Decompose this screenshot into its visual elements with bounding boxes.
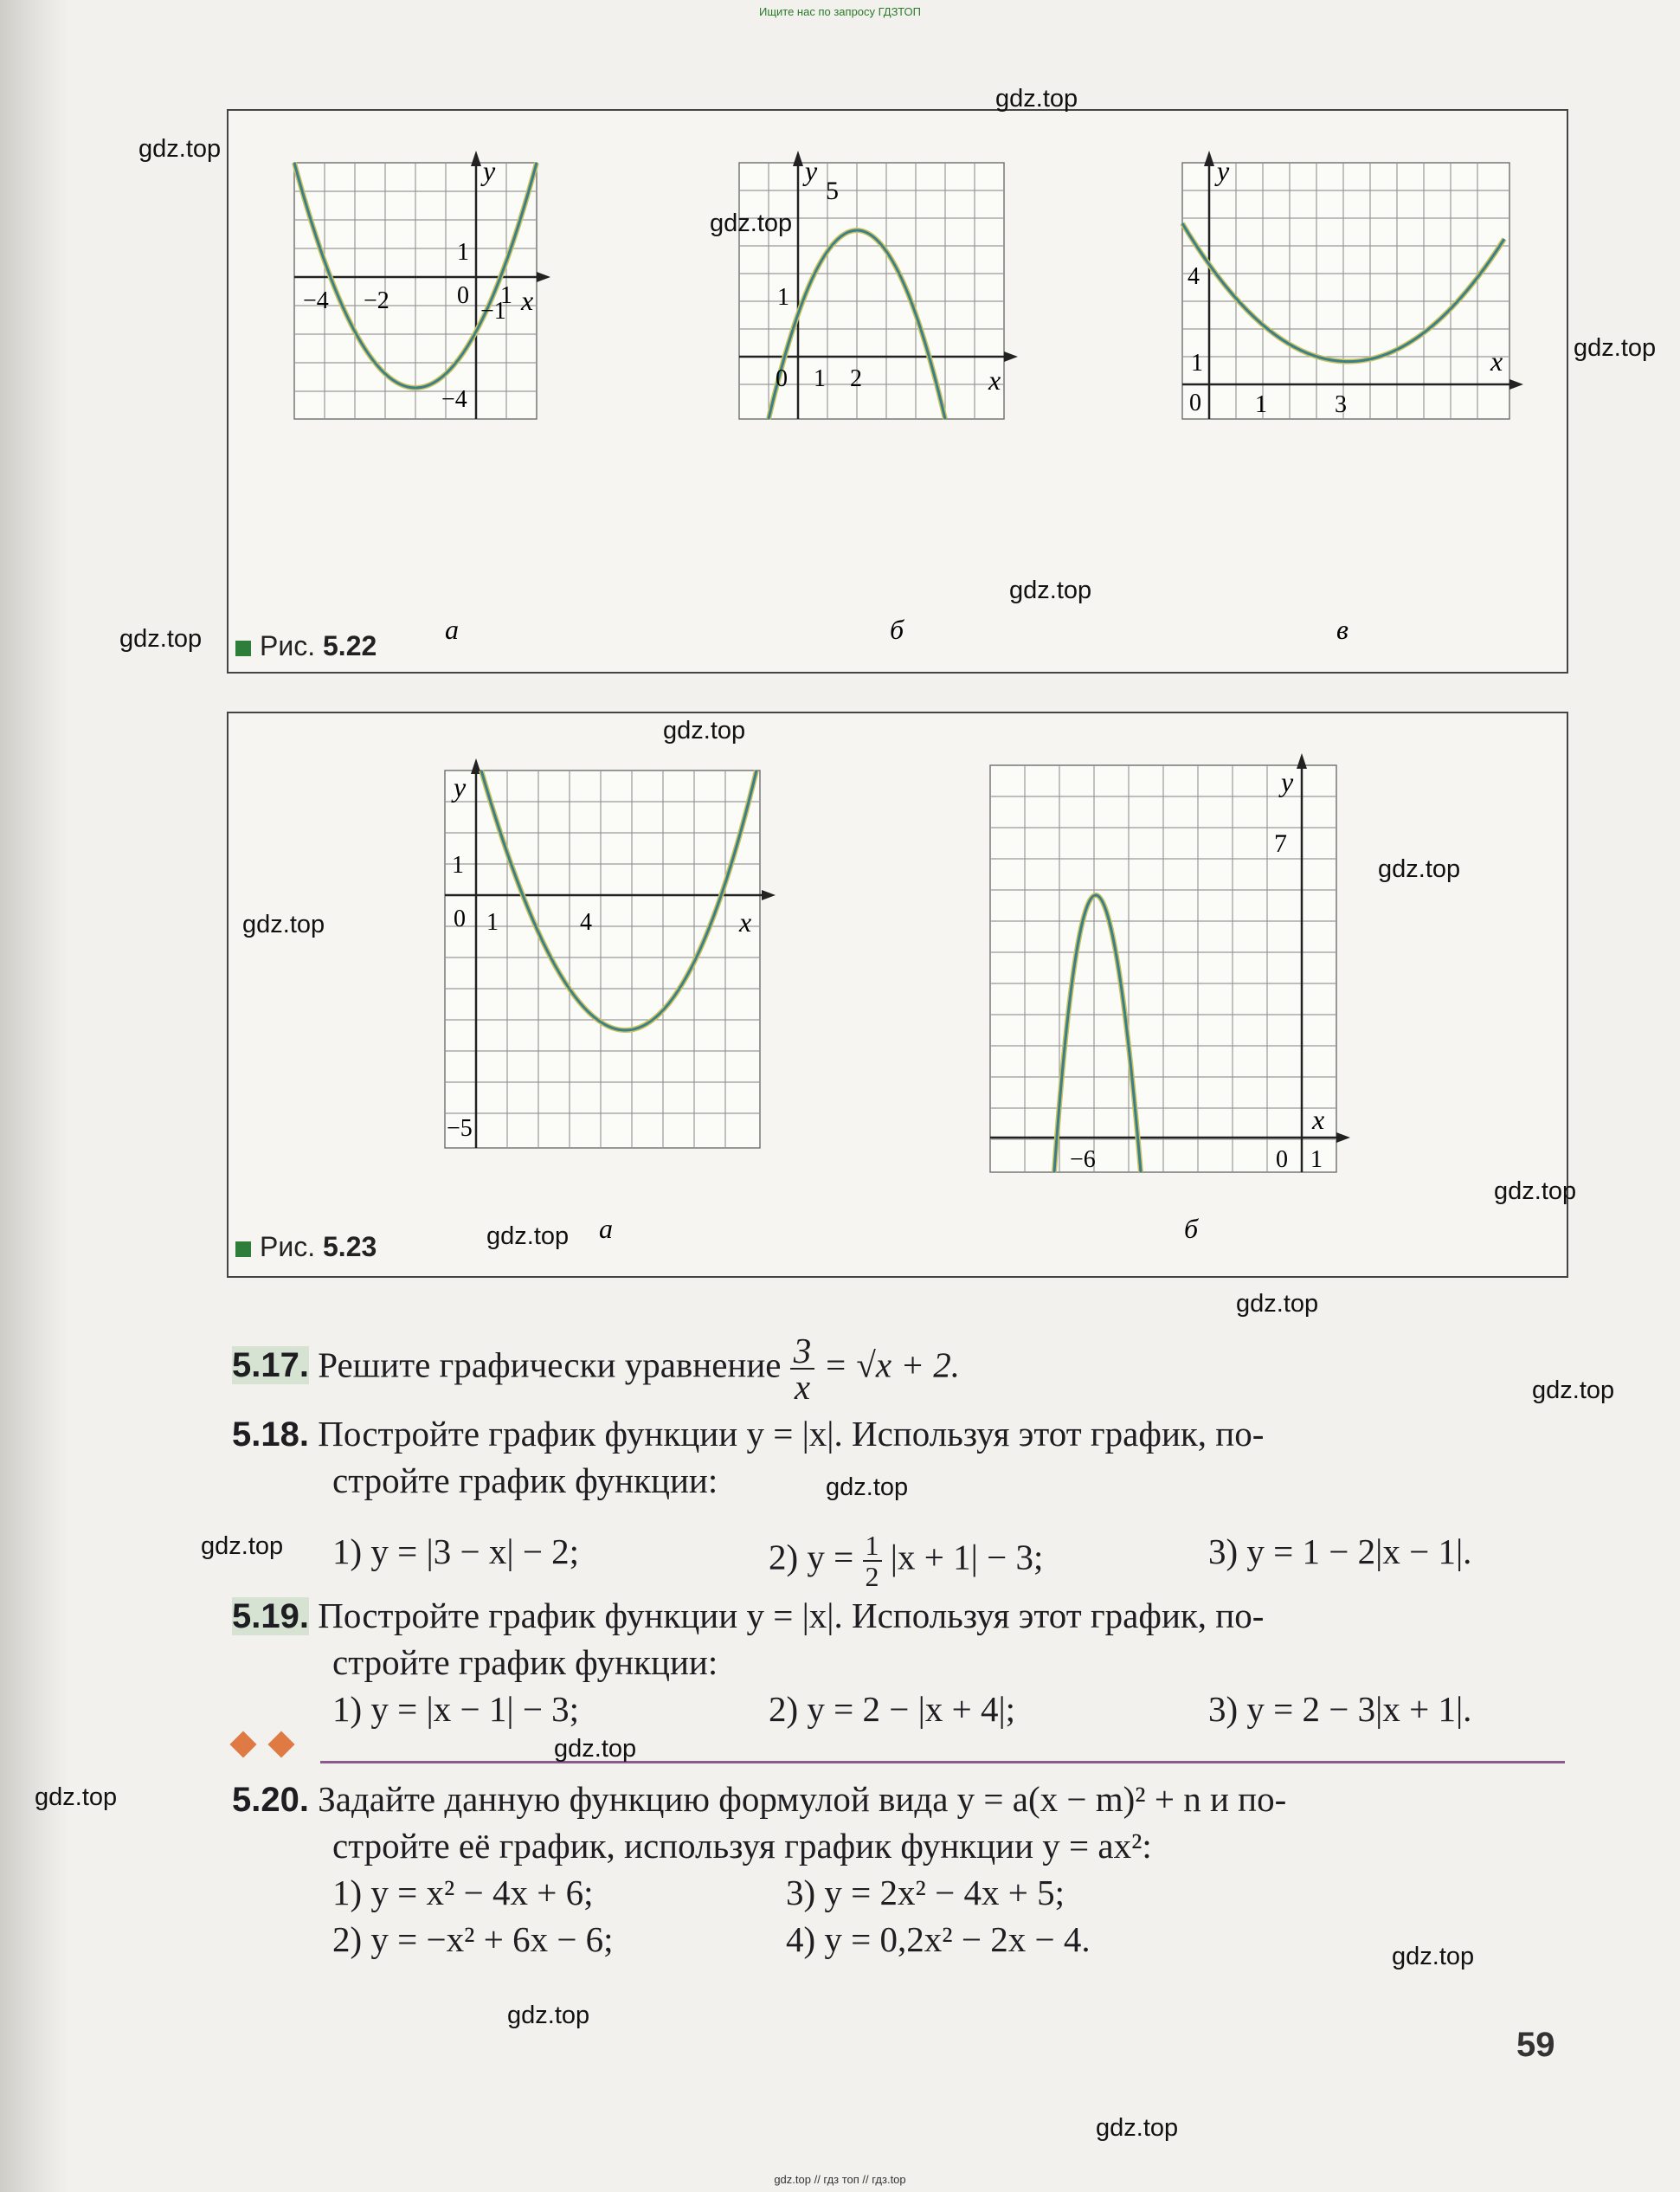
caption-marker bbox=[235, 1241, 251, 1257]
diamond-icon bbox=[229, 1731, 256, 1757]
watermark: gdz.top bbox=[138, 135, 222, 163]
svg-text:x: x bbox=[988, 364, 1001, 396]
watermark: gdz.top bbox=[242, 911, 325, 938]
problem-5-18-item2: 2) y = $\frac{1}{2}$ |x + 1| − 3; bbox=[769, 1530, 1044, 1592]
svg-text:а: а bbox=[445, 614, 459, 645]
svg-text:а: а bbox=[599, 1213, 613, 1244]
problem-5-20-item1: 1) y = x² − 4x + 6; bbox=[332, 1873, 594, 1912]
svg-text:y: y bbox=[1281, 766, 1294, 797]
problem-text: Постройте график функции y = |x|. Используя этот график, по- bbox=[318, 1414, 1265, 1454]
fraction: $\frac{3}{x}$ bbox=[790, 1333, 815, 1404]
svg-text:0: 0 bbox=[454, 906, 466, 932]
problem-5-19-line1 bbox=[232, 1595, 1264, 1636]
watermark: gdz.top bbox=[1494, 1177, 1577, 1205]
problem-number: 5.18. bbox=[232, 1415, 309, 1454]
problem-5-20-line1 bbox=[232, 1778, 1286, 1820]
svg-text:0: 0 bbox=[776, 365, 788, 392]
svg-text:−2: −2 bbox=[364, 287, 389, 314]
svg-text:1: 1 bbox=[777, 284, 789, 311]
watermark: gdz.top bbox=[710, 210, 793, 237]
svg-text:y: y bbox=[1217, 155, 1230, 186]
watermark: gdz.top bbox=[663, 717, 746, 745]
svg-text:0: 0 bbox=[457, 282, 469, 309]
watermark: gdz.top bbox=[1009, 577, 1092, 604]
footer-note: gdz.top // гдз топ // гдз.top bbox=[774, 2173, 906, 2186]
svg-text:−4: −4 bbox=[441, 386, 467, 413]
problem-5-19-item1: 1) y = |x − 1| − 3; bbox=[332, 1689, 580, 1729]
figure-5-23-graphs bbox=[229, 713, 1567, 1276]
diamond-icon bbox=[267, 1731, 294, 1757]
svg-text:б: б bbox=[890, 614, 904, 645]
problem-5-20-line2: стройте её график, используя график функции y = ax²: bbox=[332, 1826, 1152, 1866]
problem-5-17 bbox=[232, 1331, 961, 1407]
figure-5-22 bbox=[227, 109, 1568, 674]
svg-text:1: 1 bbox=[814, 365, 826, 392]
problem-5-18-item3: 3) y = 1 − 2|x − 1|. bbox=[1208, 1531, 1472, 1571]
watermark: gdz.top bbox=[35, 1783, 118, 1811]
watermark: gdz.top bbox=[1574, 334, 1657, 362]
problem-5-20-item4: 4) y = 0,2x² − 2x − 4. bbox=[786, 1919, 1091, 1959]
svg-text:1: 1 bbox=[500, 282, 512, 309]
problem-5-19-item3: 3) y = 2 − 3|x + 1|. bbox=[1208, 1689, 1472, 1729]
graph-a bbox=[294, 151, 550, 419]
watermark: gdz.top bbox=[119, 625, 203, 653]
svg-text:0: 0 bbox=[1276, 1146, 1288, 1173]
svg-text:1: 1 bbox=[452, 852, 464, 879]
problem-5-20-item2: 2) y = −x² + 6x − 6; bbox=[332, 1919, 614, 1959]
svg-text:4: 4 bbox=[580, 909, 592, 936]
caption-5-22: Рис. 5.22 bbox=[235, 630, 377, 662]
svg-text:x: x bbox=[521, 285, 534, 316]
watermark: gdz.top bbox=[1392, 1943, 1475, 1970]
problem-5-18-line2: стройте график функции: bbox=[332, 1460, 718, 1500]
book-spine-shadow bbox=[0, 0, 69, 2192]
watermark: gdz.top bbox=[826, 1473, 909, 1501]
problem-5-19-item2: 2) y = 2 − |x + 4|; bbox=[769, 1689, 1016, 1729]
svg-text:б: б bbox=[1184, 1213, 1199, 1244]
graph-b bbox=[990, 753, 1350, 1173]
svg-text:y: y bbox=[483, 155, 496, 186]
problem-text: Решите графически уравнение bbox=[318, 1344, 782, 1385]
problem-5-20-item3: 3) y = 2x² − 4x + 5; bbox=[786, 1873, 1065, 1912]
graph-b bbox=[739, 151, 1018, 419]
graph-c bbox=[1182, 151, 1523, 419]
svg-text:−5: −5 bbox=[447, 1115, 473, 1142]
problem-5-19-line2: стройте график функции: bbox=[332, 1642, 718, 1682]
svg-text:7: 7 bbox=[1274, 829, 1287, 858]
fraction: $\frac{1}{2}$ bbox=[863, 1531, 882, 1591]
graph-a bbox=[445, 758, 776, 1148]
svg-text:в: в bbox=[1336, 614, 1349, 645]
watermark: gdz.top bbox=[1378, 855, 1461, 883]
header-note: Ищите нас по запросу ГДЗТОП bbox=[758, 5, 921, 18]
problem-number: 5.20. bbox=[232, 1781, 309, 1819]
svg-text:2: 2 bbox=[850, 365, 862, 392]
problem-text: Задайте данную функцию формулой вида y = a(x − m)² + n и по- bbox=[318, 1779, 1287, 1819]
svg-text:−4: −4 bbox=[303, 287, 329, 314]
watermark: gdz.top bbox=[1236, 1290, 1319, 1318]
svg-text:y: y bbox=[454, 771, 467, 803]
section-divider bbox=[320, 1761, 1565, 1763]
watermark: gdz.top bbox=[1532, 1376, 1615, 1404]
svg-text:y: y bbox=[805, 155, 818, 186]
watermark: gdz.top bbox=[201, 1532, 284, 1560]
problem-number: 5.17. bbox=[232, 1346, 309, 1385]
problem-text: Постройте график функции y = |x|. Используя этот график, по- bbox=[318, 1596, 1265, 1635]
svg-text:x: x bbox=[1490, 345, 1503, 377]
caption-5-23: Рис. 5.23 bbox=[235, 1231, 377, 1263]
svg-text:1: 1 bbox=[1191, 350, 1203, 377]
problem-5-18-item1: 1) y = |3 − x| − 2; bbox=[332, 1531, 580, 1571]
watermark: gdz.top bbox=[554, 1735, 637, 1763]
figure-5-23 bbox=[227, 712, 1568, 1278]
watermark: gdz.top bbox=[486, 1222, 570, 1250]
svg-text:3: 3 bbox=[1335, 391, 1347, 418]
svg-text:−1: −1 bbox=[480, 298, 506, 325]
svg-text:5: 5 bbox=[826, 177, 839, 205]
watermark: gdz.top bbox=[507, 2002, 590, 2029]
figure-5-22-graphs bbox=[229, 111, 1567, 672]
problem-number: 5.19. bbox=[232, 1597, 309, 1635]
svg-text:−6: −6 bbox=[1070, 1146, 1096, 1173]
difficulty-marker bbox=[234, 1735, 310, 1757]
svg-text:1: 1 bbox=[1255, 391, 1267, 418]
svg-text:x: x bbox=[739, 906, 752, 938]
svg-text:4: 4 bbox=[1188, 263, 1200, 290]
svg-text:0: 0 bbox=[1189, 390, 1201, 416]
svg-text:1: 1 bbox=[457, 239, 469, 266]
problem-5-18-line1 bbox=[232, 1413, 1264, 1454]
svg-text:1: 1 bbox=[1310, 1146, 1323, 1173]
svg-text:x: x bbox=[1312, 1104, 1325, 1135]
caption-marker bbox=[235, 641, 251, 656]
watermark: gdz.top bbox=[995, 85, 1078, 113]
page-number: 59 bbox=[1516, 2026, 1555, 2064]
formula-rest: = √x + 2. bbox=[823, 1344, 961, 1385]
svg-text:1: 1 bbox=[486, 909, 499, 936]
watermark: gdz.top bbox=[1096, 2114, 1179, 2142]
